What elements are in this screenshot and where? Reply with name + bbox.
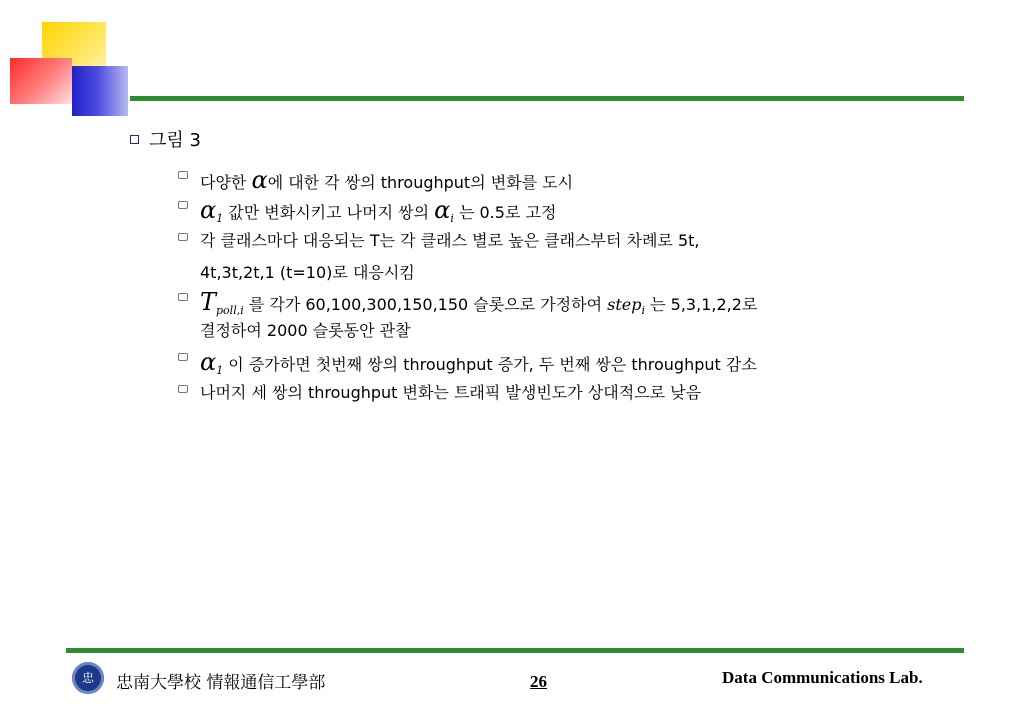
item-text: 를 각가 60,100,300,150,150 슬롯으로 가정하여 [243,295,608,314]
item-text: 값만 변화시키고 나머지 쌍의 [223,203,435,222]
item-text: 각 클래스마다 대응되는 T는 각 클래스 별로 높은 클래스부터 차례로 5t, [200,231,700,250]
footer-lab-name: Data Communications Lab. [722,668,923,687]
slide-heading [130,126,201,152]
alpha-symbol: α [251,166,268,194]
decorative-red-square [10,58,72,104]
university-logo: 忠 [72,662,104,694]
item-text: 4t,3t,2t,1 (t=10)로 대응시킴 [200,263,415,282]
alpha-subscript: 1 [216,364,224,378]
page-number: 26 [530,672,547,691]
t-subscript: poll,i [216,304,244,318]
decorative-blue-square [72,66,128,116]
bullet-icon [178,233,188,242]
bullet-icon [178,353,188,362]
bullet-icon [178,201,188,210]
bullet-icon [178,171,188,180]
item-text: 결정하여 2000 슬롯동안 관찰 [200,321,411,340]
t-symbol: T [200,288,217,316]
bottom-divider [66,648,964,653]
item-text: 에 대한 각 쌍의 throughput의 변화를 도시 [267,173,574,192]
alpha-subscript: 1 [216,212,224,226]
item-text: 나머지 세 쌍의 throughput 변화는 트래픽 발생빈도가 상대적으로 낮음 [200,383,702,402]
heading-text: 그림 3 [149,130,201,151]
item-text: 는 0.5로 고정 [453,203,557,222]
item-text: 다양한 [200,173,252,192]
bullet-icon [178,385,188,394]
alpha-symbol: α [200,196,217,224]
step-symbol: step [607,295,642,314]
square-bullet-icon [130,135,139,144]
step-subscript: i [641,304,646,318]
item-text: 이 증가하면 첫번째 쌍의 throughput 증가, 두 번째 쌍은 throughput 감소 [223,355,757,374]
alpha-symbol: α [434,196,451,224]
bullet-icon [178,293,188,302]
footer-university: 忠南大學校 情報通信工學部 [116,673,326,693]
alpha-subscript: i [450,212,454,226]
alpha-symbol: α [200,348,217,376]
item-text: 는 5,3,1,2,2로 [645,295,758,314]
top-divider [130,96,964,101]
